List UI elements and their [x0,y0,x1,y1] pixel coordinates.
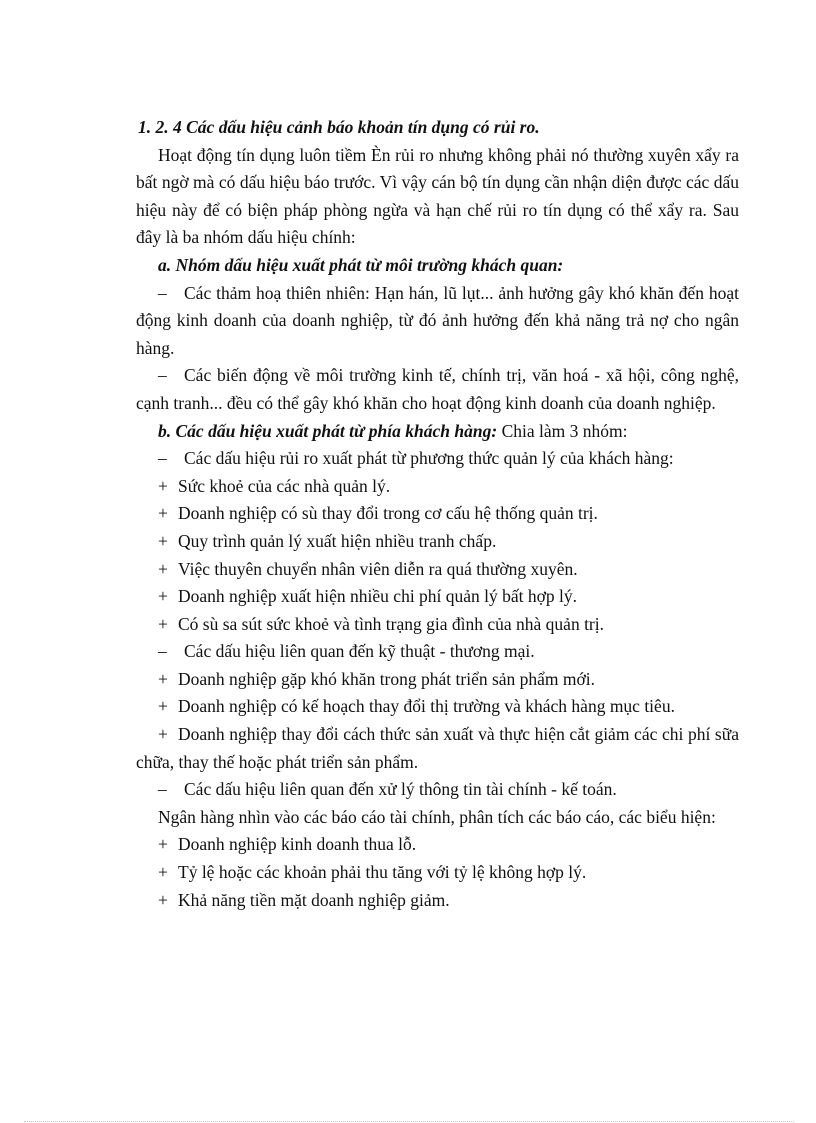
group2-label: Các dấu hiệu liên quan đến kỹ thuật - thương mại. [184,641,535,662]
plus-marker: + [158,696,168,717]
plus-marker: + [158,475,168,496]
list-item [136,611,739,639]
list-item [136,473,739,501]
section-a-item-text: Các thảm hoạ thiên nhiên: Hạn hán, lũ lụt... ảnh hưởng gây khó khăn đến hoạt động kinh doanh của doanh nghiệp, từ đó ảnh hưởng đến khả năng trả nợ cho ngân hàng. [136,282,739,358]
document-body [136,114,739,914]
group-label [136,445,739,473]
plus-marker: + [158,558,168,579]
list-item-text: Tỷ lệ hoặc các khoản phải thu tăng với tỷ lệ không hợp lý. [178,862,587,883]
section-a-item [136,280,739,363]
list-item-text: Có sù sa sút sức khoẻ và tình trạng gia đình của nhà quản trị. [178,613,604,634]
dash-marker: – [158,641,167,662]
list-item-text: Doanh nghiệp gặp khó khăn trong phát triển sản phẩm mới. [178,668,596,689]
section-a-item [136,362,739,417]
intro-paragraph: Hoạt động tín dụng luôn tiềm Èn rủi ro nhưng không phải nó thường xuyên xẩy ra bất ngờ mà có dấu hiệu báo trước. Vì vậy cán bộ tín dụng cần nhận diện được các dấu hiệu này để có biện pháp phòng ngừa và hạn chế rủi ro tín dụng có thể xẩy ra. Sau đây là ba nhóm dấu hiệu chính: [136,144,739,248]
list-item [136,556,739,584]
group-label [136,776,739,804]
plus-marker: + [158,668,168,689]
section-b-title-text: b. Các dấu hiệu xuất phát từ phía khách hàng: [158,420,498,441]
plus-marker: + [158,586,168,607]
dash-marker: – [158,365,167,386]
list-item-text: Doanh nghiệp thay đổi cách thức sản xuất và thực hiện cắt giảm các chi phí sữa chữa, thay thế hoặc phát triển sản phẩm. [136,724,739,772]
list-item-text: Việc thuyên chuyển nhân viên diễn ra quá thường xuyên. [178,558,578,579]
plus-marker: + [158,834,168,855]
plus-marker: + [158,613,168,634]
plus-marker: + [158,503,168,524]
list-item [136,887,739,915]
group3-intro: Ngân hàng nhìn vào các báo cáo tài chính, phân tích các báo cáo, các biểu hiện: [158,806,716,827]
list-item [136,721,739,776]
section-b-title [136,418,739,446]
group3-label: Các dấu hiệu liên quan đến xử lý thông tin tài chính - kế toán. [184,779,617,800]
list-item [136,666,739,694]
section-heading: 1. 2. 4 Các dấu hiệu cảnh báo khoản tín dụng có rủi ro. [138,117,540,137]
list-item [136,583,739,611]
dash-marker: – [158,448,167,469]
list-item-text: Sức khoẻ của các nhà quản lý. [178,475,391,496]
plus-marker: + [158,530,168,551]
list-item-text: Doanh nghiệp xuất hiện nhiều chi phí quản lý bất hợp lý. [178,586,578,607]
page-bottom-divider [24,1121,794,1122]
section-a-title [136,252,739,280]
list-item [136,859,739,887]
list-item-text: Khả năng tiền mặt doanh nghiệp giảm. [178,889,450,910]
plus-marker: + [158,889,168,910]
list-item-text: Quy trình quản lý xuất hiện nhiều tranh chấp. [178,530,497,551]
list-item [136,500,739,528]
plus-marker: + [158,862,168,883]
group-label [136,638,739,666]
group1-label: Các dấu hiệu rủi ro xuất phát từ phương thức quản lý của khách hàng: [184,448,674,469]
dash-marker: – [158,779,167,800]
section-a-item-text: Các biến động về môi trường kinh tế, chính trị, văn hoá - xã hội, công nghệ, cạnh tranh... đều có thể gây khó khăn cho hoạt động kinh doanh của doanh nghiệp. [136,365,739,413]
plus-marker: + [158,724,168,745]
list-item [136,831,739,859]
list-item-text: Doanh nghiệp kinh doanh thua lỗ. [178,834,417,855]
section-b-title-suffix: Chia làm 3 nhóm: [497,420,628,441]
list-item-text: Doanh nghiệp có kế hoạch thay đổi thị trường và khách hàng mục tiêu. [178,696,675,717]
list-item-text: Doanh nghiệp có sù thay đổi trong cơ cấu hệ thống quản trị. [178,503,598,524]
list-item [136,693,739,721]
list-item [136,528,739,556]
section-a-title-text: a. Nhóm dấu hiệu xuất phát từ môi trường khách quan: [158,254,564,275]
dash-marker: – [158,282,167,303]
